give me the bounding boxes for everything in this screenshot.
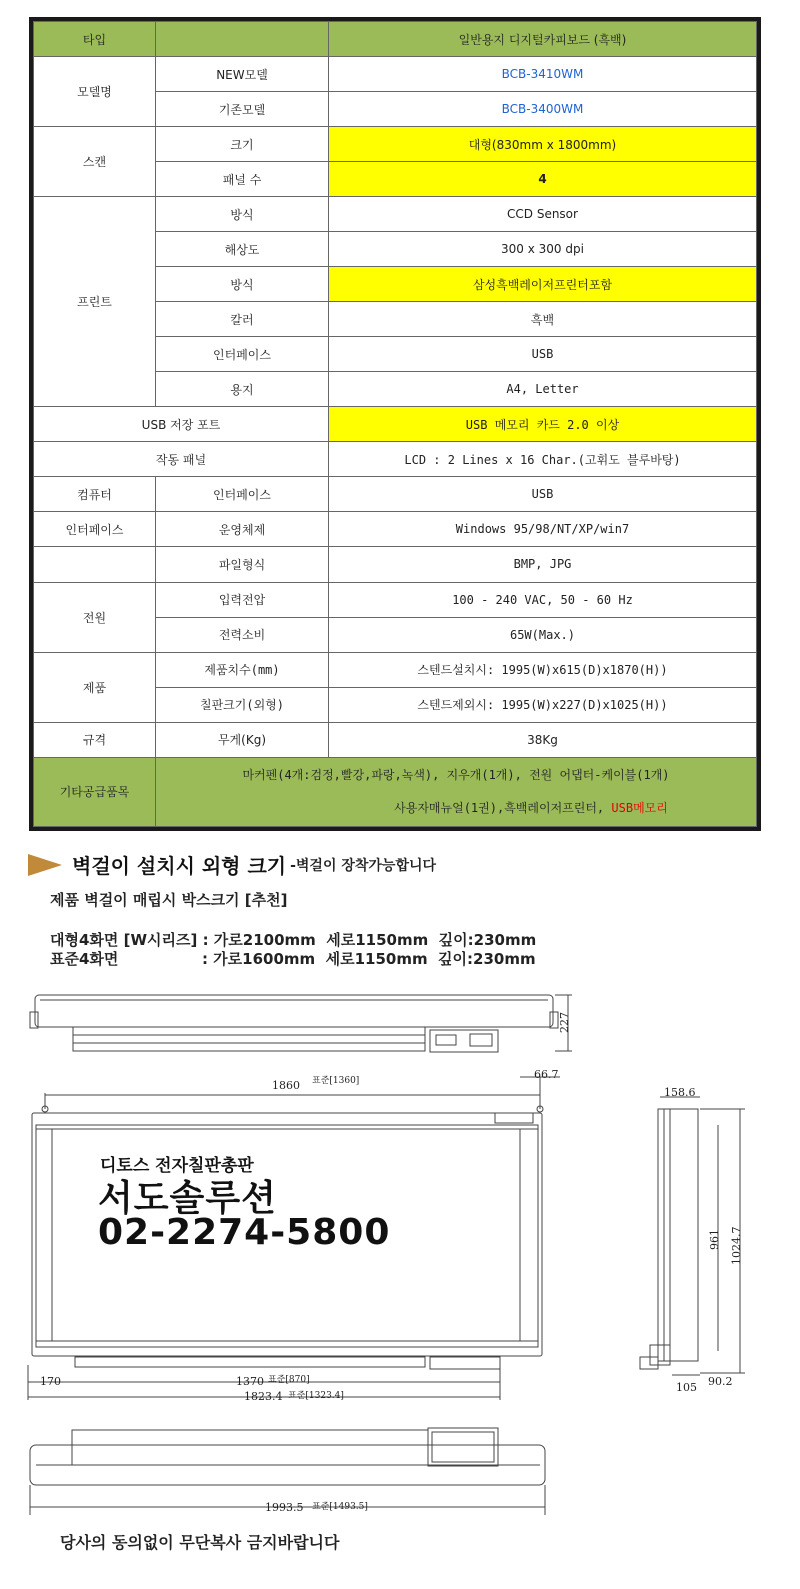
print-category: 프린트 [34,197,156,407]
arrow-icon [28,854,62,876]
new-model-value: BCB-3410WM [329,57,757,92]
header-label: 타입 [34,22,156,57]
dim-1370: 1370 [236,1375,264,1388]
contact-dealer: 디토스 전자칠판총판 [100,1156,254,1176]
dim-1823-4: 1823.4 [244,1390,283,1403]
dim-66-7: 66.7 [534,1068,559,1081]
product-category: 제품 [34,652,156,722]
side-view [640,1086,745,1394]
print-row-value: 흑백 [329,302,757,337]
dim-227: 227 [558,1012,571,1033]
old-model-label: 기존모델 [156,92,329,127]
extras-category: 기타공급품목 [34,757,156,826]
dim-158-6: 158.6 [664,1086,696,1099]
heading-main: 벽걸이 설치시 외형 크기 [72,854,287,878]
board-size-value: 스텐드제외시: 1995(W)x227(D)x1025(H)) [329,687,757,722]
box-size-large: 대형4화면 [W시리즈] : 가로2100mm 세로1150mm 깊이:230mm [50,931,537,949]
product-dim-value: 스텐드설치시: 1995(W)x615(D)x1870(H)) [329,652,757,687]
os-label: 운영체제 [156,512,329,547]
file-format-value: BMP, JPG [329,547,757,582]
heading-sub: -벽걸이 장착가능합니다 [290,857,437,874]
new-model-label: NEW모델 [156,57,329,92]
print-row-value: A4, Letter [329,372,757,407]
dim-105: 105 [676,1381,697,1394]
file-format-label: 파일형식 [156,547,329,582]
box-size-title: 제품 벽걸이 매립시 박스크기 [추천] [50,891,288,909]
contact-company: 서도솔루션 [98,1178,277,1219]
product-dim-label: 제품치수(mm) [156,652,329,687]
old-model-value: BCB-3400WM [329,92,757,127]
section-heading [28,850,436,879]
print-row-label: 해상도 [156,232,329,267]
header-value: 일반용지 디지털카피보드 (흑백) [329,22,757,57]
voltage-value: 100 - 240 VAC, 50 - 60 Hz [329,582,757,617]
computer-category-2: 인터페이스 [34,512,156,547]
usb-port-value: USB 메모리 카드 2.0 이상 [329,407,757,442]
dim-961: 961 [708,1229,721,1250]
scan-size-label: 크기 [156,127,329,162]
spec-category: 규격 [34,722,156,757]
print-row-value: 삼성흑백레이저프린터포함 [329,267,757,302]
bottom-view [30,1428,545,1515]
copyright-notice: 당사의 동의없이 무단복사 금지바랍니다 [60,1533,340,1552]
top-view [30,995,572,1052]
os-value: Windows 95/98/NT/XP/win7 [329,512,757,547]
extras-line-1: 마커펜(4개:검정,빨강,파랑,녹색), 지우개(1개), 전원 어댑터-케이블(1개) [242,768,670,783]
dim-1493-5-std: 표준[1493.5] [312,1502,368,1512]
print-row-label: 방식 [156,267,329,302]
computer-iface-value: USB [329,477,757,512]
technical-drawing [0,985,800,1545]
dim-1993-5: 1993.5 [265,1501,304,1514]
print-row-label: 인터페이스 [156,337,329,372]
voltage-label: 입력전압 [156,582,329,617]
dim-90-2: 90.2 [708,1375,733,1388]
board-size-label: 칠판크기(외형) [156,687,329,722]
weight-value: 38Kg [329,722,757,757]
usb-port-label: USB 저장 포트 [34,407,329,442]
dim-1323-4-std: 표준[1323.4] [288,1391,344,1401]
scan-panels-value: 4 [329,162,757,197]
print-row-label: 용지 [156,372,329,407]
scan-category: 스캔 [34,127,156,197]
print-row-value: USB [329,337,757,372]
model-category: 모델명 [34,57,156,127]
box-size-standard: 표준4화면 : 가로1600mm 세로1150mm 깊이:230mm [50,950,536,968]
extras-value [156,757,757,826]
weight-label: 무게(Kg) [156,722,329,757]
print-row-label: 방식 [156,197,329,232]
computer-category-1: 컴퓨터 [34,477,156,512]
extras-usb-memory: USB메모리 [611,800,668,815]
scan-size-value: 대형(830mm x 1800mm) [329,127,757,162]
print-row-label: 칼러 [156,302,329,337]
operation-panel-value: LCD : 2 Lines x 16 Char.(고휘도 블루바탕) [329,442,757,477]
contact-phone: 02-2274-5800 [98,1212,391,1253]
consumption-value: 65W(Max.) [329,617,757,652]
power-category: 전원 [34,582,156,652]
scan-panels-label: 패널 수 [156,162,329,197]
consumption-label: 전력소비 [156,617,329,652]
computer-iface-label: 인터페이스 [156,477,329,512]
spec-table [29,17,761,831]
extras-line-2-text: 사용자매뉴얼(1권),흑백레이저프린터, [394,800,612,815]
dim-1024-7: 1024.7 [730,1226,743,1265]
extras-line-2 [160,801,752,815]
print-row-value: 300 x 300 dpi [329,232,757,267]
operation-panel-label: 작동 패널 [34,442,329,477]
print-row-value: CCD Sensor [329,197,757,232]
dim-1360-std: 표준[1360] [312,1076,360,1086]
dim-870-std: 표준[870] [268,1375,310,1385]
dim-170: 170 [40,1375,61,1388]
dim-1860: 1860 [272,1079,300,1092]
